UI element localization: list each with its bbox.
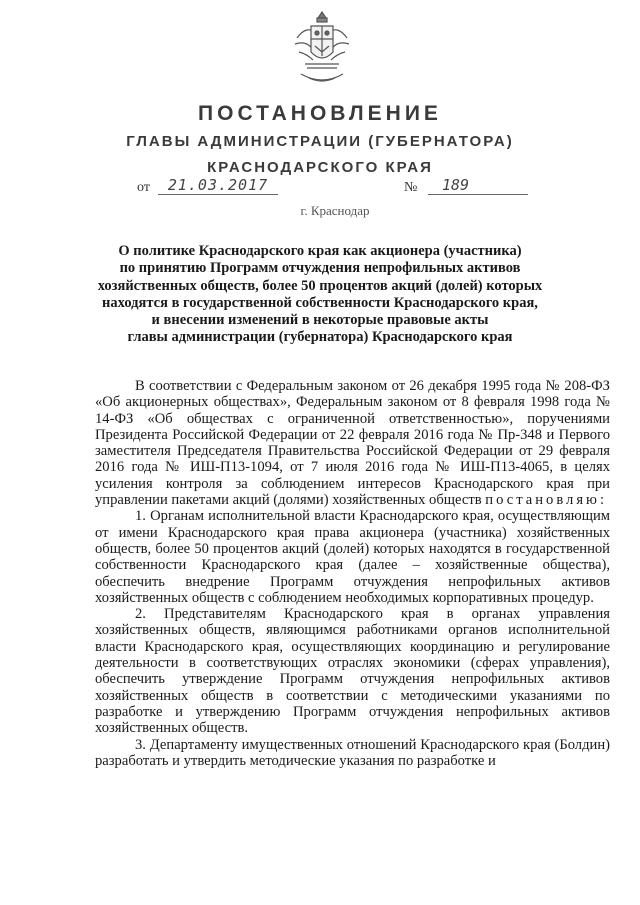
region-line: КРАСНОДАРСКОГО КРАЯ: [207, 159, 433, 176]
title-line: находятся в государственной собственности Краснодарского края,: [102, 294, 538, 311]
number-value: 189: [428, 176, 528, 195]
preamble-paragraph: [95, 378, 610, 508]
title-line: хозяйственных обществ, более 50 процентов акций (долей) которых: [97, 277, 543, 294]
doc-type-title: ПОСТАНОВЛЕНИЕ: [198, 102, 442, 125]
title-line: и внесении изменений в некоторые правовые акты: [151, 312, 489, 329]
preamble-text: В соответствии с Федеральным законом от 26 декабря 1995 года № 208-ФЗ «Об акционерных обществах», Федеральным законом от 8 февраля 1998 года № 14-ФЗ «Об обществах с ограниченной ответственностью», поручениями Президента Российской Федерации от 22 февраля 2016 года № Пр-348 и Первого заместителя Председателя Правительства Российской Федерации от 29 февраля 2016 года № ИШ-П13-1094, от 7 июля 2016 года № ИШ-П13-4065, в целях усиления контроля за соблюдением интересов Краснодарского края при управлении пакетами акций (долями) хозяйственных обществ: [95, 378, 610, 509]
document-body: [95, 378, 610, 769]
document-header: [0, 101, 640, 180]
city-label: г. Краснодар: [300, 203, 370, 218]
resolve-word: постановляю:: [485, 492, 608, 509]
number-label: №: [404, 180, 418, 195]
authority-line: ГЛАВЫ АДМИНИСТРАЦИИ (ГУБЕРНАТОРА): [126, 133, 514, 150]
date-value: 21.03.2017: [158, 176, 278, 195]
date-label: от: [137, 180, 150, 195]
title-line: главы администрации (губернатора) Краснодарского края: [127, 329, 513, 346]
item-3-paragraph: 3. Департаменту имущественных отношений Краснодарского края (Болдин) разработать и утвердить методические указания по разработке и: [95, 736, 610, 769]
item-1-paragraph: 1. Органам исполнительной власти Краснодарского края, осуществляющим от имени Краснодарского края права акционера (участника) хозяйственных обществ, более 50 процентов акций (долей) которых находятся в государственной собственности Краснодарского края (далее – хозяйственные общества), обеспечить внедрение Программ отчуждения непрофильных активов хозяйственных обществ с соблюдением необходимых корпоративных процедур.: [95, 508, 610, 606]
coat-of-arms-emblem: [291, 8, 353, 88]
document-title: [60, 243, 580, 347]
title-line: по принятию Программ отчуждения непрофильных активов: [119, 260, 521, 277]
item-2-paragraph: 2. Представителям Краснодарского края в органах управления хозяйственных обществ, являющимся работниками органов исполнительной власти Краснодарского края, осуществляющих координацию и регулирование деятельности в соответствующих отраслях экономики (сферах управления), обеспечить утверждение Программ отчуждения непрофильных активов хозяйственных обществ в соответствии с методическими указаниями по разработке и утверждению Программ отчуждения непрофильных активов хозяйственных обществ.: [95, 606, 610, 737]
title-line: О политике Краснодарского края как акционера (участника): [118, 243, 522, 259]
